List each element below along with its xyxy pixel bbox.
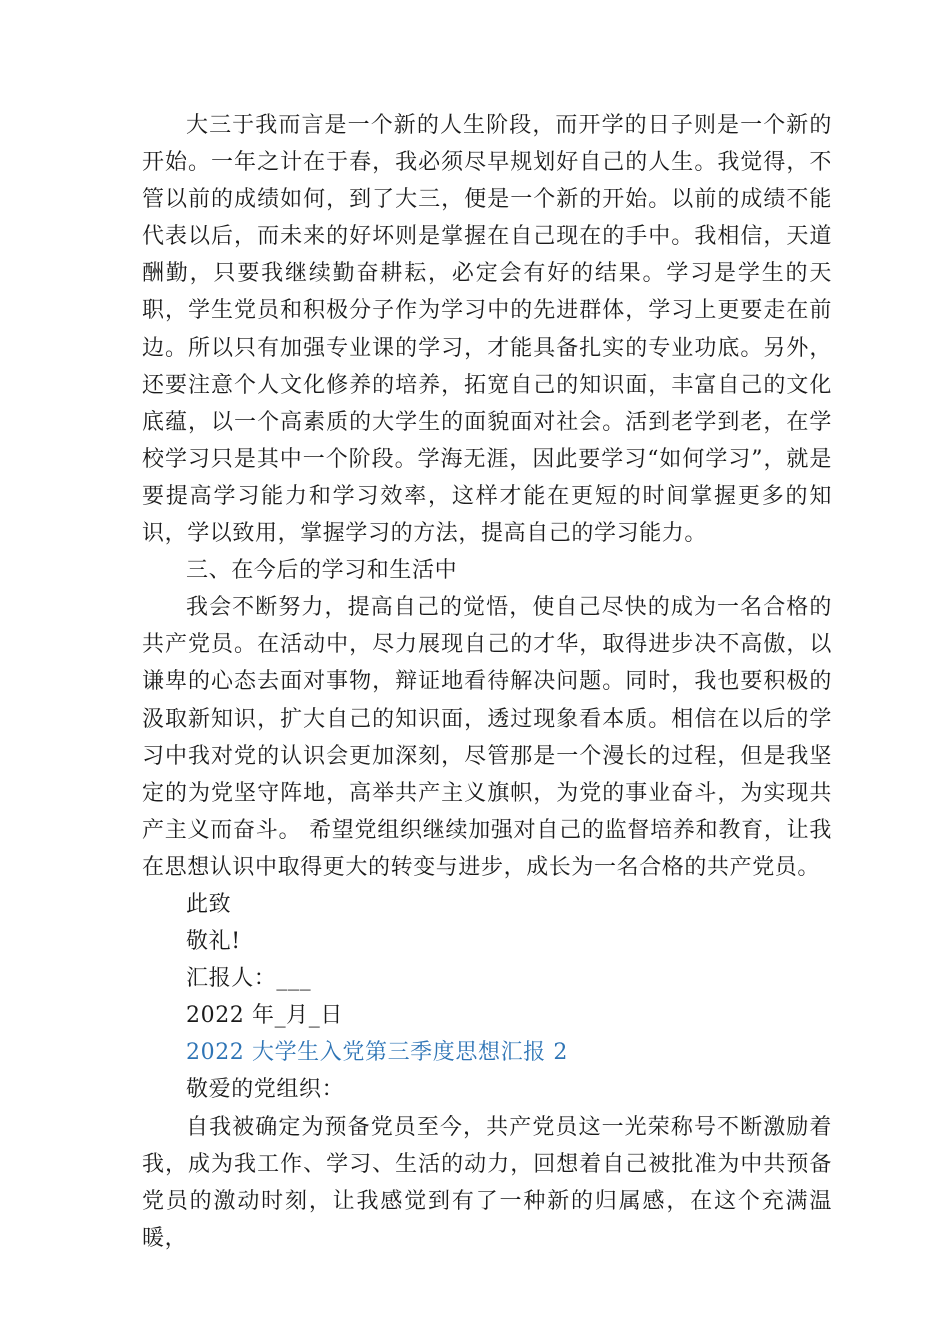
closing-regards: 敬礼!: [186, 929, 241, 955]
closing-salutation: 此致: [186, 891, 232, 917]
report-title: 2022 大学生入党第三季度思想汇报 2: [186, 1040, 568, 1066]
reporter-line: 汇报人：___: [186, 966, 312, 992]
body-paragraph-future: 我会不断努力，提高自己的觉悟，使自己尽快的成为一名合格的共产党员。在活动中，尽力展现自己的才华，取得进步决不高傲，以谦卑的心态去面对事物，辩证地看待解决问题。同时，我也要积极的汲取新知识，扩大自己的知识面，透过现象看本质。相信在以后的学习中我对党的认识会更加深刻，尽管那是一个漫长的过程，但是我坚定的为党坚守阵地，高举共产主义旗帜，为党的事业奋斗，为实现共产主义而奋斗。 希望党组织继续加强对自己的监督培养和教育，让我在思想认识中取得更大的转变与进步，成长为一名合格的共产党员。: [142, 595, 832, 880]
letter-salutation: 敬爱的党组织：: [186, 1077, 345, 1103]
body-paragraph-study: 大三于我而言是一个新的人生阶段，而开学的日子则是一个新的开始。一年之计在于春，我必须尽早规划好自己的人生。我觉得，不管以前的成绩如何，到了大三，便是一个新的开始。以前的成绩不能代表以后，而未来的好坏则是掌握在自己现在的手中。我相信，天道酬勤，只要我继续勤奋耕耘，必定会有好的结果。学习是学生的天职，学生党员和积极分子作为学习中的先进群体，学习上更要走在前边。所以只有加强专业课的学习，才能具备扎实的专业功底。另外，还要注意个人文化修养的培养，拓宽自己的知识面，丰富自己的文化底蕴，以一个高素质的大学生的面貌面对社会。活到老学到老，在学校学习只是其中一个阶段。学海无涯，因此要学习“如何学习”，就是要提高学习能力和学习效率，这样才能在更短的时间掌握更多的知识，学以致用，掌握学习的方法，提高自己的学习能力。: [142, 113, 832, 547]
document-body: [142, 107, 832, 1257]
date-line: 2022 年_月_日: [186, 1003, 343, 1029]
body-paragraph-intro: 自我被确定为预备党员至今，共产党员这一光荣称号不断激励着我，成为我工作、学习、生活的动力，回想着自己被批准为中共预备党员的激动时刻，让我感觉到有了一种新的归属感，在这个充满温暖，: [142, 1114, 832, 1251]
section-heading: 三、在今后的学习和生活中: [186, 558, 458, 584]
